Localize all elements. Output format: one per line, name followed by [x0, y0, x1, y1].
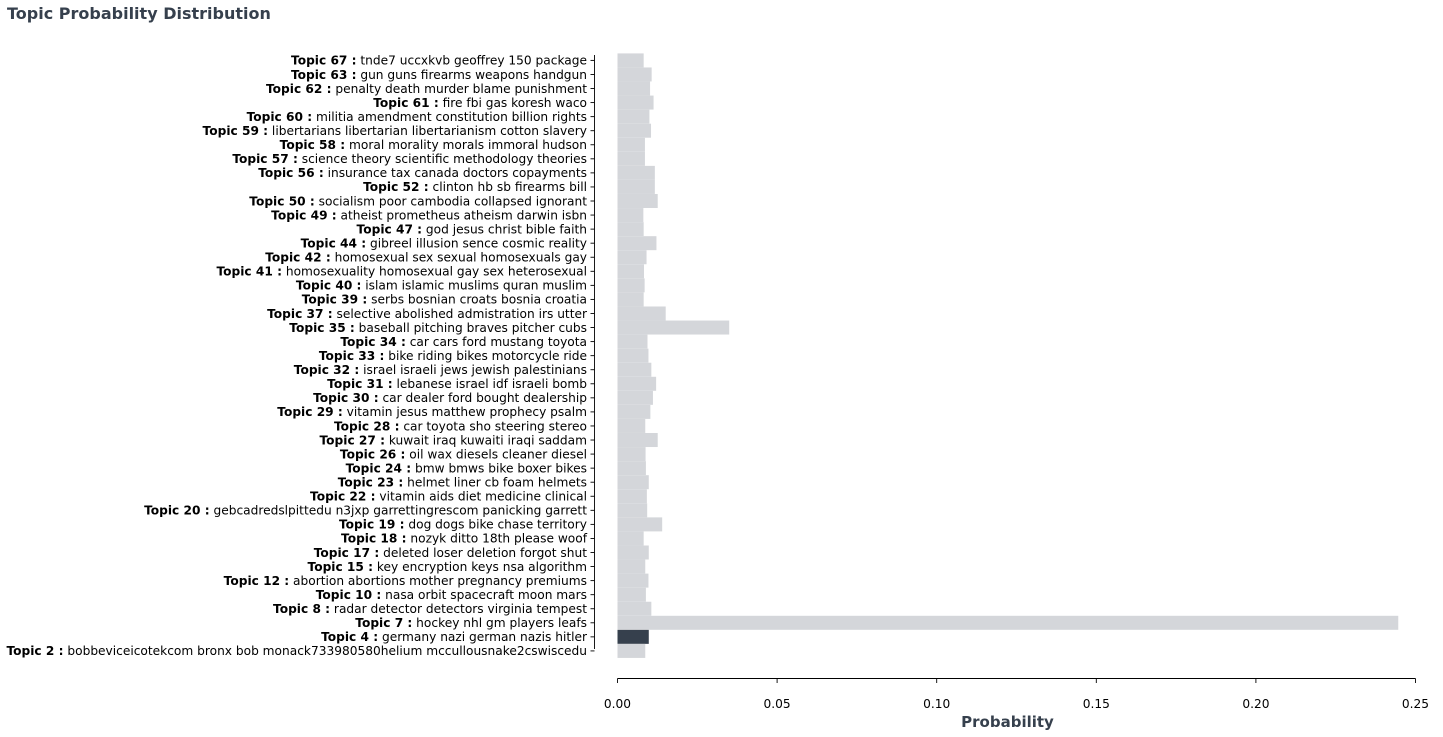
topic-number: Topic 23 : — [337, 475, 404, 490]
topic-number: Topic 50 : — [249, 194, 315, 209]
y-tick-label — [340, 335, 587, 349]
topic-words: penalty death murder blame punishment — [331, 81, 587, 96]
topic-number: Topic 12 : — [223, 573, 290, 588]
topic-words: homosexual sex sexual homosexuals gay — [330, 250, 587, 265]
y-tick-label — [363, 180, 587, 194]
topic-number: Topic 62 : — [265, 81, 332, 96]
topic-number: Topic 42 : — [265, 250, 331, 265]
topic-words: science theory scientific methodology theories — [297, 152, 587, 167]
topic-number: Topic 4 : — [321, 630, 379, 645]
topic-words: nozyk ditto 18th please woof — [406, 531, 587, 546]
topic-words: homosexuality homosexual gay sex heterosexual — [281, 264, 587, 279]
y-tick-label — [232, 152, 587, 166]
topic-number: Topic 20 : — [144, 503, 210, 518]
topic-number: Topic 2 : — [6, 644, 64, 659]
topic-number: Topic 31 : — [327, 377, 393, 392]
topic-words: moral morality morals immoral hudson — [345, 138, 587, 153]
bar-29 — [618, 405, 651, 419]
topic-number: Topic 67 : — [291, 53, 357, 68]
x-tick-label: 0.10 — [923, 697, 951, 711]
topic-number: Topic 26 : — [339, 447, 406, 462]
bar-7 — [618, 616, 1399, 630]
y-tick-label — [310, 490, 587, 504]
topic-words: fire fbi gas koresh waco — [438, 95, 587, 110]
topic-number: Topic 27 : — [319, 433, 385, 448]
topic-number: Topic 15 : — [307, 559, 374, 574]
bar-28 — [618, 419, 646, 433]
topic-words: car dealer ford bought dealership — [378, 391, 587, 406]
y-tick-label — [144, 504, 587, 518]
topic-words: bmw bmws bike boxer bikes — [411, 461, 587, 476]
bar-56 — [618, 166, 655, 180]
bar-47 — [618, 222, 644, 236]
y-tick-label — [249, 194, 587, 208]
topic-number: Topic 19 : — [338, 517, 405, 532]
bar-27 — [618, 433, 658, 447]
topic-words: gibreel illusion sence cosmic reality — [366, 236, 587, 251]
y-tick-label — [296, 279, 587, 293]
topic-words: gebcadredslpittedu n3jxp garrettingrescom panicking garrett — [209, 503, 587, 518]
y-tick-label — [373, 96, 587, 110]
y-tick-label — [319, 433, 587, 447]
topic-number: Topic 37 : — [267, 306, 333, 321]
topic-words: israel israeli jews jewish palestinians — [359, 363, 587, 378]
bar-18 — [618, 531, 644, 545]
bar-24 — [618, 461, 646, 475]
topic-number: Topic 17 : — [313, 545, 380, 560]
bar-34 — [618, 335, 648, 349]
y-tick-label — [224, 574, 587, 588]
x-tick-label: 0.15 — [1082, 697, 1110, 711]
y-tick-label — [319, 349, 587, 363]
topic-words: germany nazi german nazis hitler — [378, 630, 587, 645]
bar-31 — [618, 377, 657, 391]
topic-words: militia amendment constitution billion rights — [312, 109, 587, 124]
y-tick-label — [271, 208, 587, 222]
bar-44 — [618, 236, 657, 250]
topic-number: Topic 61 : — [373, 95, 439, 110]
topic-words: car cars ford mustang toyota — [405, 334, 587, 349]
y-tick-label — [266, 82, 587, 96]
topic-number: Topic 59 : — [202, 124, 269, 138]
topic-number: Topic 24 : — [345, 461, 412, 476]
topic-words: libertarians libertarian libertarianism cotton slavery — [268, 124, 587, 138]
bar-23 — [618, 475, 649, 489]
topic-words: selective abolished admistration irs utter — [332, 306, 587, 321]
y-tick-label — [291, 54, 587, 68]
bar-15 — [618, 560, 646, 574]
topic-number: Topic 44 : — [300, 236, 367, 251]
topic-words: key encryption keys nsa algorithm — [373, 559, 587, 574]
bar-42 — [618, 250, 647, 264]
y-tick-label — [357, 222, 587, 236]
topic-number: Topic 41 : — [216, 264, 282, 279]
y-tick-label — [301, 236, 587, 250]
topic-number: Topic 33 : — [318, 348, 385, 363]
topic-words: clinton hb sb firearms bill — [428, 180, 587, 195]
topic-number: Topic 32 : — [293, 363, 360, 378]
bar-63 — [618, 67, 652, 81]
y-tick-label — [327, 377, 587, 391]
topic-words: oil wax diesels cleaner diesel — [405, 447, 587, 462]
topic-number: Topic 29 : — [277, 405, 343, 420]
x-tick-label: 0.20 — [1242, 697, 1270, 711]
topic-number: Topic 34 : — [340, 334, 406, 349]
topic-number: Topic 10 : — [315, 587, 382, 602]
bar-50 — [618, 194, 658, 208]
topic-words: islam islamic muslims quran muslim — [361, 278, 587, 293]
bar-10 — [618, 588, 646, 602]
topic-number: Topic 40 : — [295, 278, 362, 293]
y-tick-label — [313, 391, 587, 405]
topic-number: Topic 8 : — [273, 602, 331, 617]
y-tick-label — [289, 321, 587, 335]
y-tick-label — [6, 644, 587, 658]
y-tick-label — [265, 251, 587, 265]
x-tick-label: 0.00 — [603, 697, 632, 711]
y-tick-label — [314, 546, 587, 560]
bar-12 — [618, 574, 649, 588]
bar-19 — [618, 517, 663, 531]
topic-number: Topic 35 : — [289, 320, 355, 335]
topic-words: helmet liner cb foam helmets — [403, 475, 587, 490]
y-tick-label — [258, 166, 587, 180]
x-tick-label: 0.25 — [1401, 697, 1430, 711]
topic-words: abortion abortions mother pregnancy premiums — [289, 573, 587, 588]
y-tick-label — [321, 630, 588, 644]
y-tick-label — [203, 124, 587, 138]
bar-58 — [618, 138, 645, 152]
y-tick-label — [273, 602, 587, 616]
bar-33 — [618, 349, 649, 363]
y-tick-label — [247, 110, 587, 124]
y-tick-label — [267, 307, 588, 321]
bar-62 — [618, 82, 651, 96]
topic-words: serbs bosnian croats bosnia croatia — [367, 292, 587, 307]
topic-words: god jesus christ bible faith — [422, 222, 587, 237]
y-tick-label — [355, 616, 587, 630]
bar-4 — [618, 630, 649, 644]
topic-words: hockey nhl gm players leafs — [412, 616, 587, 631]
topic-number: Topic 63 : — [290, 67, 357, 82]
bar-67 — [618, 53, 644, 67]
topic-number: Topic 22 : — [310, 489, 376, 504]
y-tick-label — [294, 363, 587, 377]
y-tick-label — [346, 461, 587, 475]
topic-number: Topic 52 : — [363, 180, 429, 195]
topic-words: bobbeviceicotekcom bronx bob monack733980580helium mccullousnake2cswiscedu — [63, 644, 587, 659]
y-tick-label — [316, 588, 587, 602]
topic-number: Topic 57 : — [232, 152, 298, 167]
bar-32 — [618, 363, 652, 377]
topic-number: Topic 56 : — [258, 166, 324, 181]
bar-40 — [618, 278, 645, 292]
topic-words: baseball pitching braves pitcher cubs — [354, 320, 587, 335]
topic-number: Topic 47 : — [356, 222, 423, 237]
y-tick-label — [334, 419, 587, 433]
bar-37 — [618, 306, 666, 320]
topic-words: deleted loser deletion forgot shut — [379, 545, 587, 560]
bar-30 — [618, 391, 653, 405]
topic-words: kuwait iraq kuwaiti iraqi saddam — [385, 433, 587, 448]
topic-number: Topic 18 : — [341, 531, 407, 546]
y-tick-label — [280, 138, 587, 152]
bar-60 — [618, 110, 650, 124]
y-tick-label — [339, 518, 587, 532]
topic-number: Topic 7 : — [355, 616, 413, 631]
topic-words: nasa orbit spacecraft moon mars — [381, 587, 587, 602]
y-tick-label — [216, 265, 587, 279]
topic-number: Topic 49 : — [271, 208, 337, 223]
bar-17 — [618, 546, 649, 560]
topic-words: bike riding bikes motorcycle ride — [384, 348, 587, 363]
y-tick-label — [308, 560, 588, 574]
bar-57 — [618, 152, 645, 166]
topic-number: Topic 58 : — [279, 138, 346, 153]
y-tick-label — [291, 68, 587, 82]
bar-49 — [618, 208, 644, 222]
y-tick-label — [277, 405, 587, 419]
topic-words: car toyota sho steering stereo — [399, 419, 587, 434]
bar-41 — [618, 264, 644, 278]
bar-35 — [618, 321, 730, 335]
topic-number: Topic 60 : — [246, 109, 313, 124]
y-tick-label — [302, 293, 587, 307]
topic-words: vitamin jesus matthew prophecy psalm — [342, 405, 587, 420]
topic-words: radar detector detectors virginia tempest — [330, 602, 587, 617]
topic-number: Topic 28 : — [333, 419, 400, 434]
bar-59 — [618, 124, 652, 138]
y-tick-label — [338, 476, 587, 490]
y-tick-label — [340, 447, 587, 461]
topic-number: Topic 30 : — [313, 391, 379, 406]
topic-words: dog dogs bike chase territory — [404, 517, 587, 532]
topic-number: Topic 39 : — [301, 292, 368, 307]
bar-39 — [618, 292, 644, 306]
topic-words: socialism poor cambodia collapsed ignorant — [314, 194, 587, 209]
bar-20 — [618, 503, 648, 517]
x-axis-label: Probability — [961, 713, 1054, 731]
bar-61 — [618, 96, 654, 110]
bar-52 — [618, 180, 655, 194]
topic-words: insurance tax canada doctors copayments — [323, 166, 587, 181]
bar-26 — [618, 447, 646, 461]
topic-words: vitamin aids diet medicine clinical — [375, 489, 587, 504]
bar-2 — [618, 644, 646, 658]
y-tick-label — [341, 532, 588, 546]
bar-8 — [618, 602, 652, 616]
topic-words: lebanese israel idf israeli bomb — [392, 377, 587, 392]
x-tick-label: 0.05 — [763, 697, 791, 711]
chart-title: Topic Probability Distribution — [7, 4, 271, 23]
topic-words: gun guns firearms weapons handgun — [356, 67, 587, 82]
topic-words: tnde7 uccxkvb geoffrey 150 package — [356, 53, 587, 68]
bar-22 — [618, 489, 647, 503]
topic-words: atheist prometheus atheism darwin isbn — [336, 208, 587, 223]
